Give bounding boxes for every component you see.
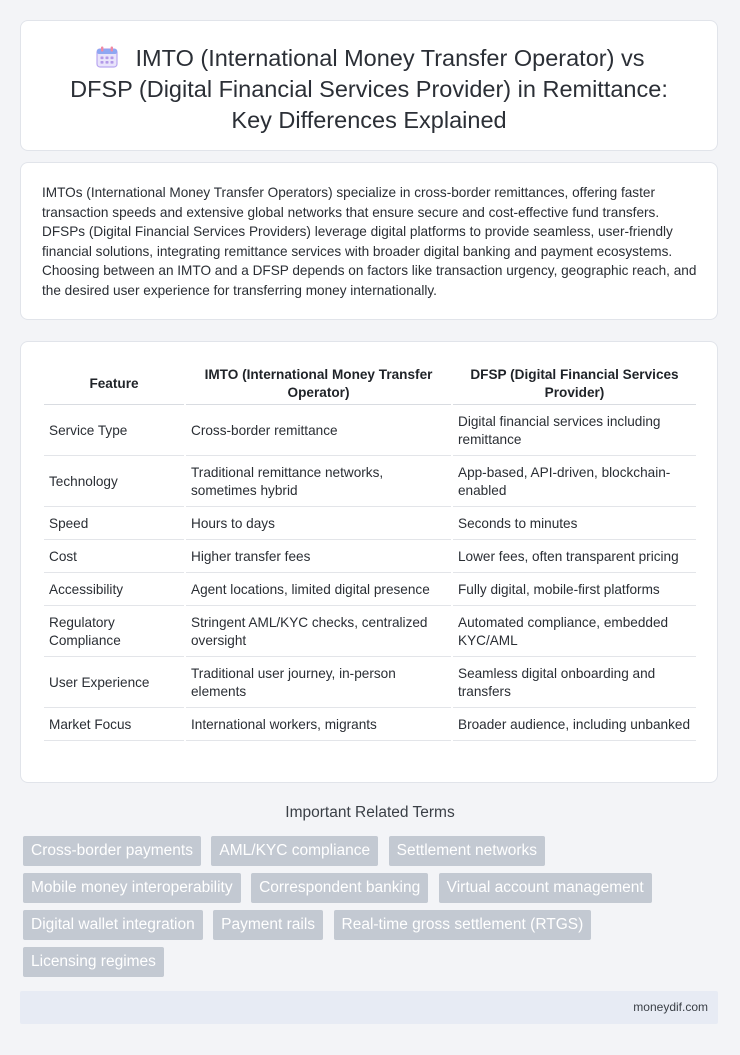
table-row <box>44 575 696 606</box>
table-row <box>44 458 696 507</box>
dfsp-cell: App-based, API-driven, blockchain-enabled <box>453 458 696 507</box>
column-header-imto: IMTO (International Money Transfer Operator) <box>186 364 451 405</box>
related-term-tag[interactable]: Mobile money interoperability <box>23 873 241 903</box>
imto-cell: Cross-border remittance <box>186 407 451 456</box>
related-term-tag[interactable]: Settlement networks <box>389 836 545 866</box>
feature-cell: Speed <box>44 509 184 540</box>
feature-cell: Accessibility <box>44 575 184 606</box>
table-row <box>44 710 696 741</box>
feature-cell: Cost <box>44 542 184 573</box>
table-header-row <box>44 364 696 405</box>
imto-cell: Traditional remittance networks, sometimes hybrid <box>186 458 451 507</box>
imto-cell: Traditional user journey, in-person elements <box>186 659 451 708</box>
footer-site-link[interactable]: moneydif.com <box>633 1000 708 1014</box>
related-term-tag[interactable]: Digital wallet integration <box>23 910 203 940</box>
imto-cell: Agent locations, limited digital presence <box>186 575 451 606</box>
feature-cell: Service Type <box>44 407 184 456</box>
comparison-table-card <box>20 341 718 783</box>
related-term-tag[interactable]: Payment rails <box>213 910 323 940</box>
feature-cell: Market Focus <box>44 710 184 741</box>
intro-card <box>20 162 718 320</box>
footer-bar <box>20 991 718 1024</box>
feature-cell: User Experience <box>44 659 184 708</box>
related-term-tag[interactable]: Virtual account management <box>439 873 652 903</box>
related-term-tag[interactable]: Correspondent banking <box>251 873 428 903</box>
imto-cell: International workers, migrants <box>186 710 451 741</box>
related-term-tag[interactable]: AML/KYC compliance <box>211 836 378 866</box>
related-term-tag[interactable]: Licensing regimes <box>23 947 164 977</box>
intro-paragraph: IMTOs (International Money Transfer Operators) specialize in cross-border remittances, offering faster transaction speeds and extensive global networks that ensure secure and cost-effective fund transfers. DFSPs (Digital Financial Services Providers) leverage digital platforms to provide seamless, user-friendly financial solutions, integrating remittance services with broader digital banking and payment ecosystems. Choosing between an IMTO and a DFSP depends on factors like transaction urgency, geographic reach, and the desired user experience for transferring money internationally. <box>42 185 697 298</box>
comparison-table <box>42 362 698 743</box>
dfsp-cell: Automated compliance, embedded KYC/AML <box>453 608 696 657</box>
column-header-feature: Feature <box>44 364 184 405</box>
imto-cell: Stringent AML/KYC checks, centralized oversight <box>186 608 451 657</box>
table-row <box>44 608 696 657</box>
feature-cell: Technology <box>44 458 184 507</box>
dfsp-cell: Broader audience, including unbanked <box>453 710 696 741</box>
page-title-text: IMTO (International Money Transfer Operator) vs DFSP (Digital Financial Services Provider) in Remittance: Key Differences Explained <box>70 45 668 133</box>
title-card <box>20 20 718 151</box>
imto-cell: Higher transfer fees <box>186 542 451 573</box>
dfsp-cell: Seconds to minutes <box>453 509 696 540</box>
imto-cell: Hours to days <box>186 509 451 540</box>
feature-cell: Regulatory Compliance <box>44 608 184 657</box>
table-row <box>44 509 696 540</box>
dfsp-cell: Seamless digital onboarding and transfers <box>453 659 696 708</box>
table-row <box>44 659 696 708</box>
dfsp-cell: Fully digital, mobile-first platforms <box>453 575 696 606</box>
table-row <box>44 542 696 573</box>
related-terms-list <box>23 836 723 984</box>
related-term-tag[interactable]: Real-time gross settlement (RTGS) <box>334 910 592 940</box>
related-terms-heading: Important Related Terms <box>285 804 455 821</box>
dfsp-cell: Digital financial services including remittance <box>453 407 696 456</box>
calendar-icon <box>94 44 120 70</box>
table-row <box>44 407 696 456</box>
dfsp-cell: Lower fees, often transparent pricing <box>453 542 696 573</box>
page-title <box>21 21 717 136</box>
column-header-dfsp: DFSP (Digital Financial Services Provider) <box>453 364 696 405</box>
related-term-tag[interactable]: Cross-border payments <box>23 836 201 866</box>
